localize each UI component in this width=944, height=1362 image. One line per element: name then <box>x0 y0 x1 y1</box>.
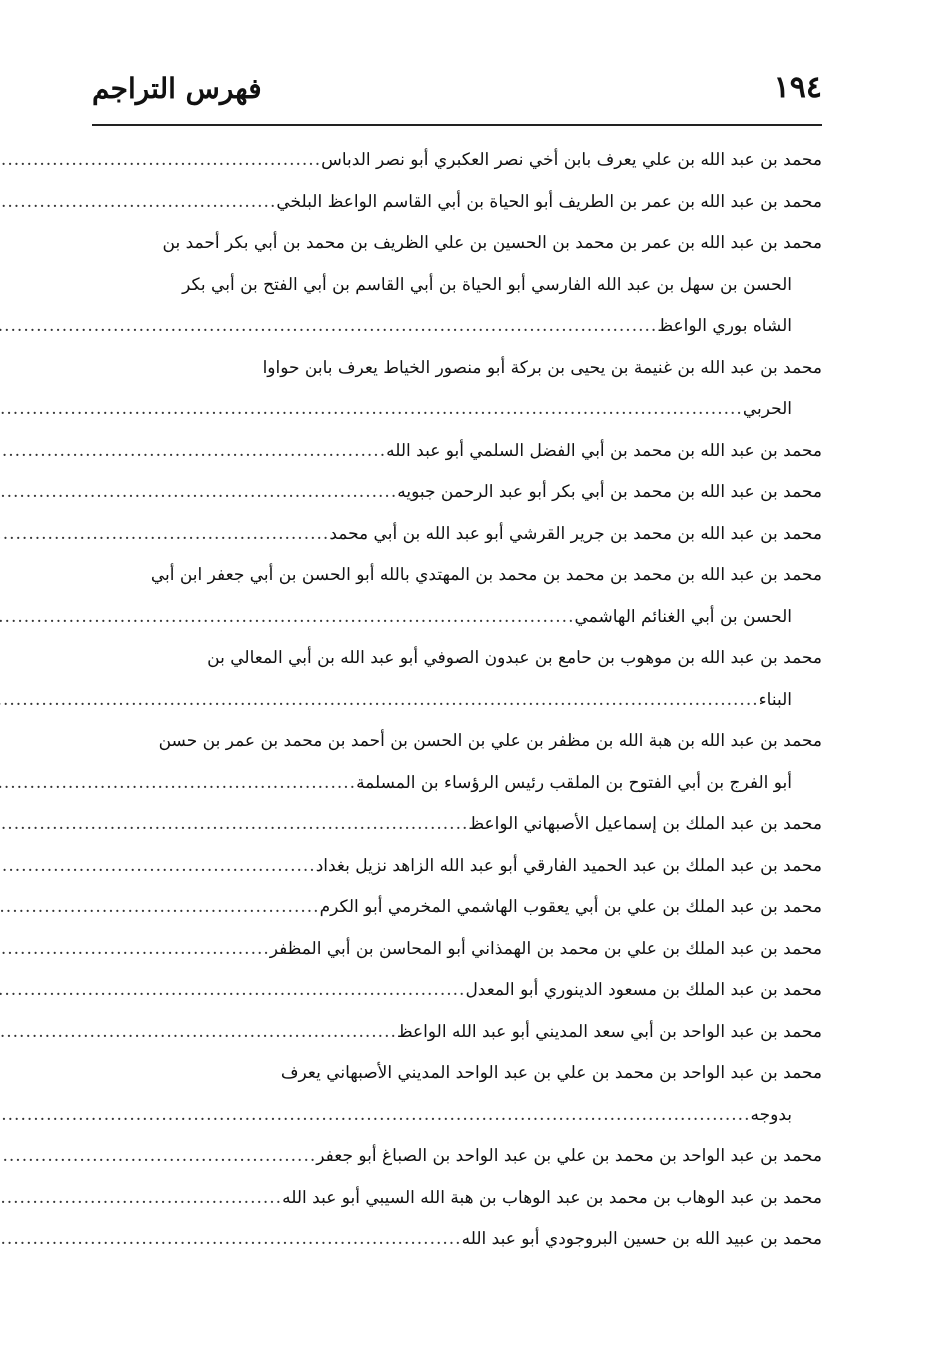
index-entry <box>92 887 822 929</box>
index-entry <box>92 1012 822 1054</box>
entry-text: الشاه بوري الواعظ <box>657 316 792 336</box>
index-entry <box>92 1053 822 1136</box>
index-entry <box>92 140 822 182</box>
entry-line <box>92 514 822 556</box>
dot-leader <box>0 1136 316 1178</box>
entry-line <box>92 1219 822 1261</box>
entry-text: أبو الفرج بن أبي الفتوح بن الملقب رئيس الرؤساء بن المسلمة <box>356 772 792 793</box>
dot-leader <box>0 306 657 348</box>
dot-leader <box>0 472 397 514</box>
index-entry <box>92 929 822 971</box>
entry-text: الحسن بن سهل بن عبد الله الفارسي أبو الحياة بن أبي القاسم بن أبي الفتح بن أبي بكر <box>182 274 792 295</box>
dot-leader <box>0 1219 462 1261</box>
dot-leader <box>0 431 386 473</box>
entry-text: محمد بن عبد الوهاب بن محمد بن عبد الوهاب بن هبة الله السيبي أبو عبد الله <box>282 1187 822 1208</box>
index-entry <box>92 514 822 556</box>
entry-line <box>92 140 822 182</box>
dot-leader <box>0 970 465 1012</box>
index-entry <box>92 1219 822 1261</box>
entry-text: محمد بن عبد الملك بن مسعود الدينوري أبو المعدل <box>465 980 822 1000</box>
page-number: ١٩٤ <box>773 70 822 105</box>
entry-text: محمد بن عبد الله بن غنيمة بن يحيى بن بركة أبو منصور الخياط يعرف بابن حواوا <box>262 357 822 378</box>
entry-text: بدوجه <box>750 1104 792 1125</box>
entry-text: محمد بن عبد الله بن هبة الله بن مظفر بن علي بن الحسن بن أحمد بن محمد بن عمر بن حسن <box>158 731 822 751</box>
entry-text: محمد بن عبد الواحد بن محمد بن علي بن عبد الواحد بن الصباغ أبو جعفر <box>316 1146 822 1166</box>
dot-leader <box>0 804 468 846</box>
entry-text: محمد بن عبد الملك بن عبد الحميد الفارقي أبو عبد الله الزاهد نزيل بغداد <box>315 855 822 876</box>
dot-leader <box>0 680 759 722</box>
entry-text: محمد بن عبد الواحد بن محمد بن علي بن عبد الواحد المديني الأصبهاني يعرف <box>280 1063 822 1083</box>
entry-text: محمد بن عبد الله بن محمد بن أبي الفضل السلمي أبو عبد الله <box>386 440 822 461</box>
index-entry <box>92 721 822 804</box>
entry-text: محمد بن عبد الملك بن إسماعيل الأصبهاني الواعظ <box>468 814 822 834</box>
entry-text: محمد بن عبد الواحد بن أبي سعد المديني أبو عبد الله الواعظ <box>396 1021 822 1042</box>
entry-line <box>92 182 822 224</box>
dot-leader <box>0 182 276 224</box>
index-entry <box>92 804 822 846</box>
entry-line <box>92 389 822 431</box>
index-entry <box>92 638 822 721</box>
entry-text: البناء <box>758 689 792 710</box>
dot-leader <box>0 1178 282 1220</box>
entry-line <box>92 721 822 763</box>
entry-line <box>92 929 822 971</box>
dot-leader <box>0 887 320 929</box>
entry-text: الحربي <box>742 399 792 419</box>
dot-leader <box>0 140 321 182</box>
entry-line <box>92 472 822 514</box>
entry-line <box>92 597 822 639</box>
entry-line <box>92 887 822 929</box>
entry-text: محمد بن عبيد الله بن حسين البروجودي أبو عبد الله <box>461 1229 822 1249</box>
entry-line <box>92 846 822 888</box>
index-entry <box>92 555 822 638</box>
page-header <box>92 70 822 118</box>
entry-line <box>92 970 822 1012</box>
entry-line <box>92 1012 822 1054</box>
entry-line <box>92 265 822 307</box>
entry-line <box>92 348 822 390</box>
index-entries <box>92 140 822 1261</box>
entry-line <box>92 763 822 805</box>
entry-text: محمد بن عبد الله بن علي يعرف بابن أخي نصر العكبري أبو نصر الدباس <box>321 150 822 170</box>
entry-line <box>92 555 822 597</box>
entry-text: محمد بن عبد الله بن عمر بن محمد بن الحسين بن علي الظريف بن محمد بن أبي بكر أحمد بن <box>162 233 822 253</box>
index-entry <box>92 1136 822 1178</box>
entry-line <box>92 1095 822 1137</box>
entry-line <box>92 1136 822 1178</box>
index-entry <box>92 223 822 348</box>
index-entry <box>92 1178 822 1220</box>
page-title: فهرس التراجم <box>92 72 262 105</box>
entry-line <box>92 1178 822 1220</box>
entry-text: محمد بن عبد الملك بن علي بن أبي يعقوب الهاشمي المخرمي أبو الكرم <box>319 897 822 917</box>
entry-text: محمد بن عبد الله بن محمد بن محمد بن محمد بن المهتدي بالله أبو الحسن بن أبي جعفر ابن أبي <box>150 565 822 585</box>
entry-line <box>92 1053 822 1095</box>
entry-text: محمد بن عبد الملك بن علي بن محمد بن الهمذاني أبو المحاسن بن أبي المظفر <box>269 938 822 959</box>
index-entry <box>92 182 822 224</box>
entry-text: محمد بن عبد الله بن محمد بن جرير القرشي أبو عبد الله بن أبي محمد <box>329 523 822 544</box>
dot-leader <box>0 929 270 971</box>
entry-line <box>92 223 822 265</box>
dot-leader <box>0 597 574 639</box>
entry-text: محمد بن عبد الله بن عمر بن الطريف أبو الحياة بن أبي القاسم الواعظ البلخي <box>276 191 822 212</box>
entry-line <box>92 680 822 722</box>
entry-text: محمد بن عبد الله بن محمد بن أبي بكر أبو عبد الرحمن جبويه <box>397 482 822 502</box>
dot-leader <box>0 1012 397 1054</box>
entry-line <box>92 638 822 680</box>
index-entry <box>92 846 822 888</box>
entry-line <box>92 431 822 473</box>
header-divider <box>92 124 822 126</box>
entry-text: الحسن بن أبي الغنائم الهاشمي <box>574 606 792 627</box>
entry-text: محمد بن عبد الله بن موهوب بن حامع بن عبدون الصوفي أبو عبد الله بن أبي المعالي بن <box>207 648 822 668</box>
dot-leader <box>0 389 743 431</box>
index-entry <box>92 348 822 431</box>
dot-leader <box>0 763 356 805</box>
index-entry <box>92 472 822 514</box>
entry-line <box>92 804 822 846</box>
dot-leader <box>0 1095 751 1137</box>
index-entry <box>92 431 822 473</box>
dot-leader <box>0 846 316 888</box>
entry-line <box>92 306 822 348</box>
index-entry <box>92 970 822 1012</box>
dot-leader <box>0 514 329 556</box>
